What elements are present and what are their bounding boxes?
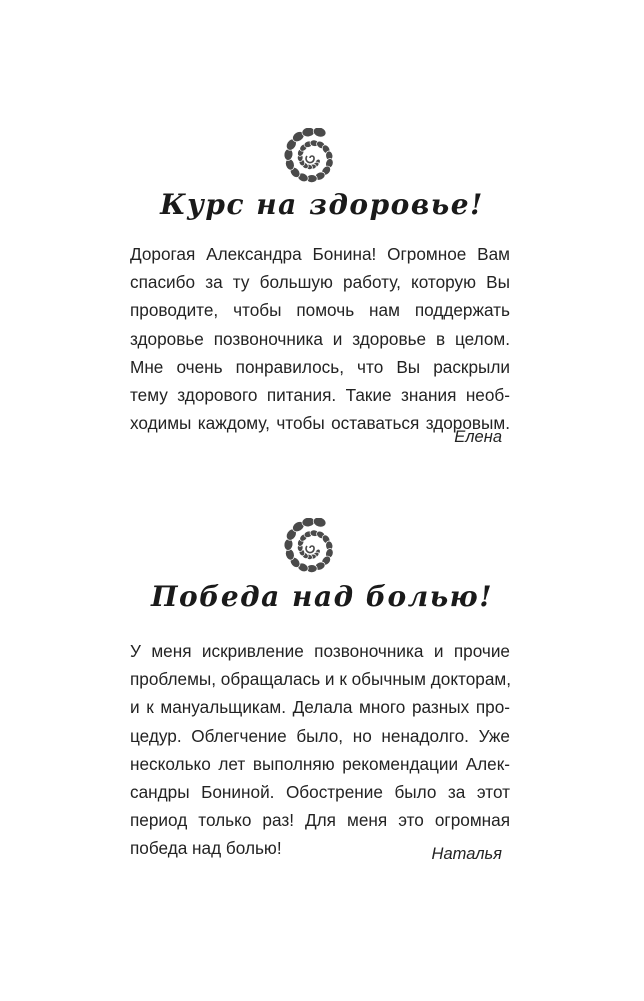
body-line: период только раз! Для меня это огромная [130,810,510,831]
swirl-ornament-icon [282,518,342,578]
body-line: здоровье позвоночника и здоровье в целом. [130,328,510,349]
body-line: цедур. Облегчение было, но ненадолго. Уже [130,725,510,746]
body-line: Дорогая Александра Бонина! Огромное Вам [130,244,510,264]
body-line: ходимы каждому, чтобы оставаться здоровым. [130,413,510,434]
swirl-ornament-icon [282,128,342,188]
testimonial-body [130,637,510,863]
body-line: несколько лет выполняю рекомендации Алек- [130,753,510,774]
ornament-leaf [312,128,327,139]
body-line: победа над болью! [130,838,282,859]
body-line: проводите, чтобы помочь нам поддержать [130,300,510,321]
testimonial-author: Елена [454,428,502,446]
body-line: тему здорового питания. Такие знания необ- [130,385,510,406]
testimonial-author: Наталья [431,845,502,863]
testimonial-title: Курс на здоровье! [160,188,484,221]
body-line: У меня искривление позвоночника и прочие [130,641,510,661]
testimonial-body [130,240,510,437]
body-line: и к мануальщикам. Делала много разных про- [130,697,510,718]
ornament-leaf [312,518,327,529]
testimonial-title: Победа над болью! [151,580,493,613]
body-line: спасибо за ту большую работу, которую Вы [130,272,510,293]
body-line: Мне очень понравилось, что Вы раскрыли [130,356,510,377]
body-line: сандры Бониной. Обострение было за этот [130,782,510,803]
body-line: проблемы, обращалась и к обычным докторам, [130,669,512,690]
